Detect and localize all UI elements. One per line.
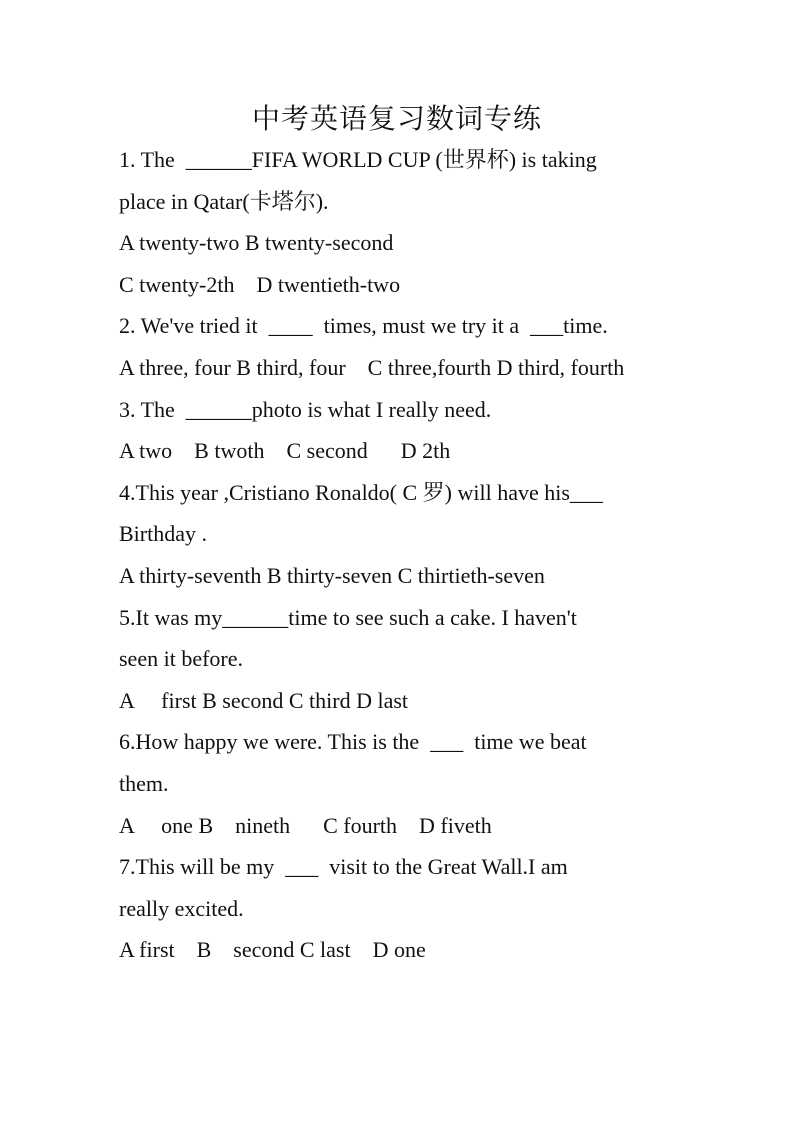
question-7-options: A first B second C last D one xyxy=(119,937,426,963)
question-5-stem-line-1: 5.It was my______time to see such a cake. I haven't xyxy=(119,604,577,630)
question-7-stem-line-1: 7.This will be my ___ visit to the Great Wall.I am xyxy=(119,854,568,880)
question-6-options: A one B nineth C fourth D fiveth xyxy=(119,812,492,838)
question-3-stem: 3. The ______photo is what I really need. xyxy=(119,396,492,422)
question-4-stem-line-2: Birthday . xyxy=(119,521,207,547)
question-6-stem-line-1: 6.How happy we were. This is the ___ time we beat xyxy=(119,729,587,755)
question-6-stem-line-2: them. xyxy=(119,770,169,796)
question-1-options-line-1: A twenty-two B twenty-second xyxy=(119,230,394,256)
question-2-options: A three, four B third, four C three,fourth D third, fourth xyxy=(119,354,625,380)
question-1-options-line-2: C twenty-2th D twentieth-two xyxy=(119,271,401,297)
question-1-stem-line-2: place in Qatar(卡塔尔). xyxy=(119,188,329,214)
question-list xyxy=(119,139,719,971)
page-title: 中考英语复习数词专练 xyxy=(251,102,542,135)
question-4-stem-line-1: 4.This year ,Cristiano Ronaldo( C 罗) will have his___ xyxy=(119,479,603,505)
question-7-stem-line-2: really excited. xyxy=(119,895,244,921)
question-5-options: A first B second C third D last xyxy=(119,687,409,713)
question-3-options: A two B twoth C second D 2th xyxy=(119,438,451,464)
question-1-stem-line-1: 1. The ______FIFA WORLD CUP (世界杯) is taking xyxy=(119,147,597,172)
question-5-stem-line-2: seen it before. xyxy=(119,646,243,672)
question-4-options: A thirty-seventh B thirty-seven C thirtieth-seven xyxy=(119,562,545,588)
question-2-stem: 2. We've tried it ____ times, must we try it a ___time. xyxy=(119,313,608,339)
